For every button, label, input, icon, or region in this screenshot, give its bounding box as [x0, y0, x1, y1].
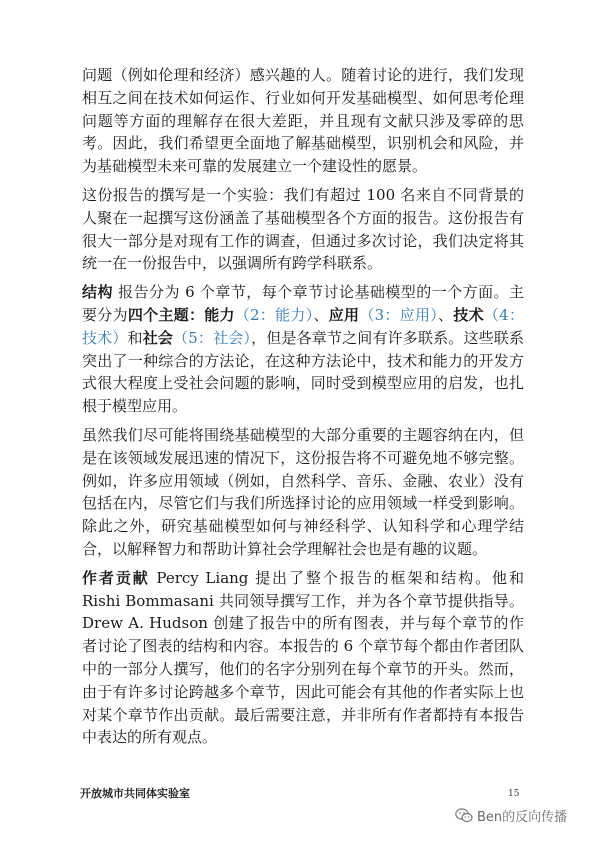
page-number: 15 [508, 789, 520, 799]
four-themes: 四个主题 [127, 305, 189, 324]
society-link[interactable]: （5：社会） [173, 328, 252, 347]
paragraph-structure [82, 281, 524, 418]
application-link[interactable]: （3：应用） [359, 305, 439, 324]
paragraph-1: 问题（例如伦理和经济）感兴趣的人。随着讨论的进行，我们发现相互之间在技术如何运作、行业如何开发基础模型、如何思考伦理问题等方面的理解存在很大差距，并且现有文献只涉及零碎的思考。因此，我们希望更全面地了解基础模型，识别机会和风险，并为基础模型未来可靠的发展建立一个建设性的愿景。 [82, 66, 524, 176]
paragraph-2: 这份报告的撰写是一个实验：我们有超过 100 名来自不同背景的人聚在一起撰写这份涵盖了基础模型各个方面的报告。这份报告有很大一部分是对现有工作的调查，但通过多次讨论，我们决定将其统一在一份报告中，以强调所有跨学科联系。 [82, 185, 524, 273]
theme-application: 应用 [328, 305, 360, 324]
watermark-text: Ben的反向传播 [477, 810, 568, 825]
ability-link[interactable]: （2：能力） [234, 305, 314, 324]
structure-text-2: ，但是各章节之间有许多联系。这些联系突出了一种综合的方法论，在这种方法论中，技术和能力的开发方式很大程度上受社会问题的影响，同时受到模型应用的启发，也扎根于模型应用。 [82, 328, 524, 416]
structure-text-1: 报告分为 6 个章节，每个章节讨论基础模型的一个方面。主要分为 [82, 283, 524, 324]
themes-colon: ： [188, 305, 205, 324]
contributions-heading: 作者贡献 [82, 568, 150, 587]
footer-org: 开放城市共同体实验室 [80, 787, 190, 800]
watermark [455, 806, 567, 825]
theme-society: 社会 [142, 328, 174, 347]
sep-1: 、 [313, 305, 329, 324]
wechat-icon [455, 808, 473, 823]
technology-link[interactable]: （4：技术） [82, 305, 524, 347]
and-word: 和 [127, 328, 143, 347]
contributions-text: Percy Liang 提出了整个报告的框架和结构。他和 Rishi Bommasani 共同领导撰写工作，并为各个章节提供指导。Drew A. Hudson 创建了报告中的所有图表，并与每个章节的作者讨论了图表的结构和内容。本报告的 6 个章节每个都由作者团队中的一部分人撰写，他们的名字分别列在每个章节的开头。然而，由于有许多讨论跨越多个章节，因此可能会有其他的作者实际上也对某个章节作出贡献。最后需要注意，并非所有作者都持有本报告中表达的所有观点。 [82, 568, 524, 747]
theme-ability: 能力 [204, 305, 235, 324]
structure-heading: 结构 [82, 283, 113, 302]
sep-2: 、 [438, 305, 454, 324]
theme-technology: 技术 [453, 305, 484, 324]
paragraph-contributions [82, 567, 524, 749]
body-text [82, 64, 524, 755]
paragraph-4: 虽然我们尽可能将围绕基础模型的大部分重要的主题容纳在内，但是在该领域发展迅速的情况下，这份报告将不可避免地不够完整。例如，许多应用领域（例如，自然科学、音乐、金融、农业）没有包括在内，尽管它们与我们所选择讨论的应用领域一样受到影响。除此之外，研究基础模型如何与神经科学、认知科学和心理学结合，以解释智力和帮助计算社会学理解社会也是有趣的议题。 [82, 425, 524, 558]
